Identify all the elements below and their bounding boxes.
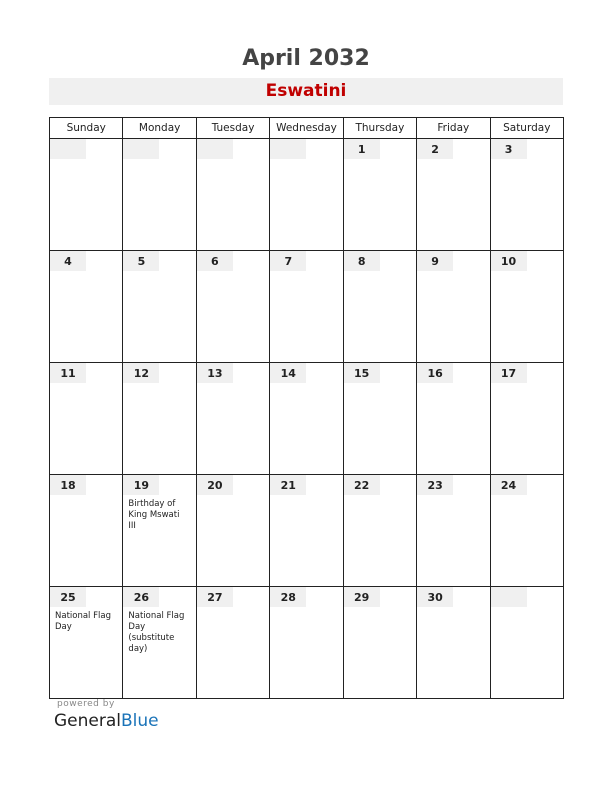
day-cell (196, 251, 269, 363)
day-number: 2 (417, 139, 453, 159)
day-number: 8 (344, 251, 380, 271)
day-cell (490, 251, 563, 363)
day-cell (123, 139, 196, 251)
day-cell (270, 363, 343, 475)
day-number (50, 139, 86, 159)
day-number: 23 (417, 475, 453, 495)
day-number: 24 (491, 475, 527, 495)
day-number: 4 (50, 251, 86, 271)
day-number: 14 (270, 363, 306, 383)
day-cell (123, 251, 196, 363)
day-number: 27 (197, 587, 233, 607)
weekday-header-friday: Friday (417, 118, 490, 139)
day-number (197, 139, 233, 159)
day-cell (196, 587, 269, 699)
day-number: 19 (123, 475, 159, 495)
day-cell (417, 587, 490, 699)
day-cell (123, 587, 196, 699)
day-number: 13 (197, 363, 233, 383)
weekday-header-row (50, 118, 564, 139)
holiday-label: National Flag Day (substitute day) (128, 611, 185, 654)
weekday-header-saturday: Saturday (490, 118, 563, 139)
day-cell (196, 139, 269, 251)
day-number: 6 (197, 251, 233, 271)
weekday-header-tuesday: Tuesday (196, 118, 269, 139)
brand-general-text: General (54, 711, 121, 731)
footer-branding[interactable] (54, 699, 159, 731)
day-number: 3 (491, 139, 527, 159)
day-number: 18 (50, 475, 86, 495)
week-row (50, 139, 564, 251)
day-number: 17 (491, 363, 527, 383)
day-cell (123, 363, 196, 475)
powered-by-label: powered by (57, 699, 115, 709)
day-cell (270, 251, 343, 363)
brand-blue-text: Blue (121, 711, 159, 731)
day-number: 12 (123, 363, 159, 383)
day-cell (123, 475, 196, 587)
day-cell (343, 139, 416, 251)
weekday-header-wednesday: Wednesday (270, 118, 343, 139)
day-cell (417, 475, 490, 587)
day-number: 15 (344, 363, 380, 383)
holiday-label: National Flag Day (55, 611, 111, 632)
day-number: 7 (270, 251, 306, 271)
weekday-header-thursday: Thursday (343, 118, 416, 139)
weekday-header-monday: Monday (123, 118, 196, 139)
day-number: 28 (270, 587, 306, 607)
day-cell (50, 251, 123, 363)
day-number (123, 139, 159, 159)
day-cell (270, 139, 343, 251)
week-row (50, 587, 564, 699)
day-cell (270, 587, 343, 699)
day-cell (50, 363, 123, 475)
day-cell (270, 475, 343, 587)
week-row (50, 363, 564, 475)
day-number (270, 139, 306, 159)
day-cell (343, 475, 416, 587)
day-cell (417, 251, 490, 363)
week-row (50, 251, 564, 363)
day-number: 9 (417, 251, 453, 271)
day-cell (50, 139, 123, 251)
day-cell (490, 139, 563, 251)
day-number: 20 (197, 475, 233, 495)
day-cell (490, 475, 563, 587)
country-banner: Eswatini (49, 78, 563, 105)
generalblue-logo[interactable] (54, 711, 159, 731)
day-cell (343, 587, 416, 699)
day-cell (343, 251, 416, 363)
day-number: 29 (344, 587, 380, 607)
day-number: 10 (491, 251, 527, 271)
day-number: 11 (50, 363, 86, 383)
day-number: 26 (123, 587, 159, 607)
day-number: 1 (344, 139, 380, 159)
day-cell (50, 475, 123, 587)
day-number: 5 (123, 251, 159, 271)
weekday-header-sunday: Sunday (50, 118, 123, 139)
day-cell (490, 587, 563, 699)
day-cell (196, 475, 269, 587)
day-number: 25 (50, 587, 86, 607)
day-cell (490, 363, 563, 475)
calendar-grid (49, 117, 564, 699)
day-number: 22 (344, 475, 380, 495)
day-cell (417, 363, 490, 475)
calendar-title: April 2032 (242, 46, 370, 71)
day-number: 30 (417, 587, 453, 607)
day-cell (343, 363, 416, 475)
holiday-label: Birthday of King Mswati III (128, 499, 180, 531)
day-number (491, 587, 527, 607)
day-number: 21 (270, 475, 306, 495)
day-cell (50, 587, 123, 699)
day-cell (196, 363, 269, 475)
day-number: 16 (417, 363, 453, 383)
day-cell (417, 139, 490, 251)
week-row (50, 475, 564, 587)
